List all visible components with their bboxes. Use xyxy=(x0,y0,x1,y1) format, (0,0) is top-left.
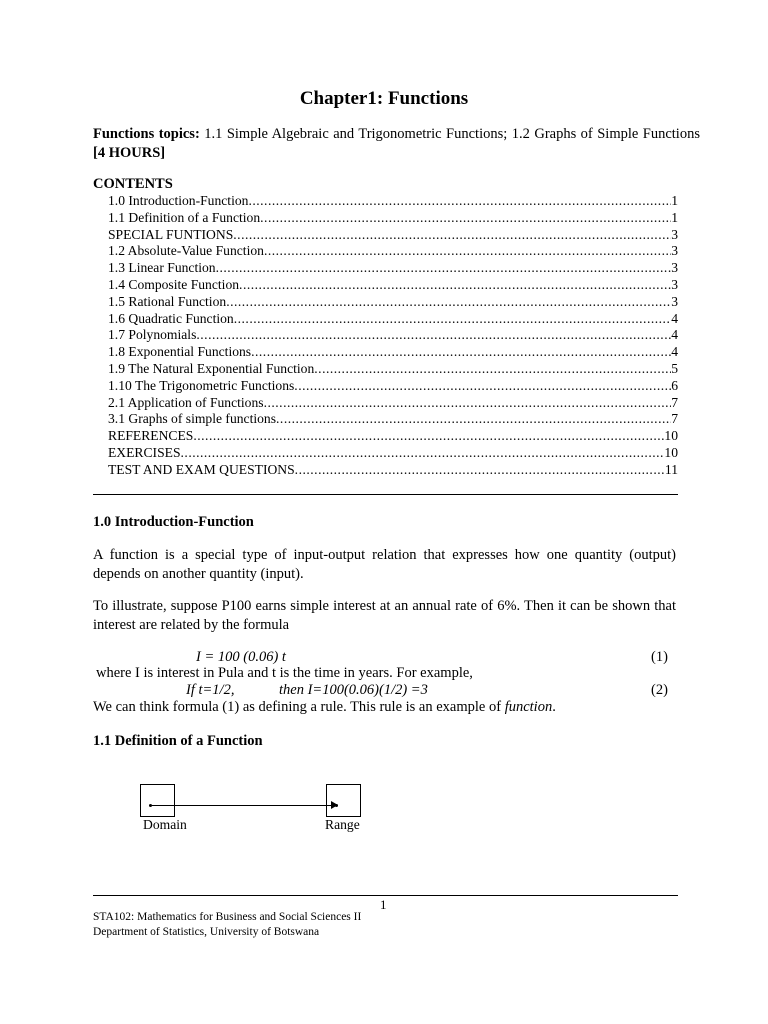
rule-paragraph: We can think formula (1) as defining a rule. This rule is an example of function. xyxy=(93,699,556,715)
toc-entry-label: 1.8 Exponential Functions xyxy=(108,344,252,360)
toc-entry-page: 1 xyxy=(671,193,678,208)
toc-entry-label: 1.3 Linear Function xyxy=(108,260,216,276)
toc-entry[interactable] xyxy=(108,395,678,412)
toc-entry[interactable] xyxy=(108,344,678,361)
formula-1: I = 100 (0.06) t xyxy=(196,649,286,665)
toc-leader-dots xyxy=(216,260,672,277)
toc-entry-page: 1 xyxy=(671,209,678,225)
toc-leader-dots xyxy=(196,327,671,344)
formula-1-number: (1) xyxy=(651,649,668,665)
toc-entry-label: EXERCISES xyxy=(108,444,181,460)
toc-entry-label: REFERENCES xyxy=(108,428,194,444)
formula-2-number: (2) xyxy=(651,682,668,698)
chapter-title: Chapter1: Functions xyxy=(299,88,469,109)
topics-paragraph xyxy=(93,125,700,163)
contents-heading: CONTENTS xyxy=(93,176,173,192)
toc-entry[interactable] xyxy=(108,243,678,260)
toc-entry-label: 1.2 Absolute-Value Function xyxy=(108,243,264,259)
toc-entry-label: 3.1 Graphs of simple functions xyxy=(108,411,277,427)
toc-entry[interactable] xyxy=(108,428,678,445)
toc-entry[interactable] xyxy=(108,462,678,479)
toc-entry[interactable] xyxy=(108,411,678,428)
page-number: 1 xyxy=(380,897,387,912)
toc-entry[interactable] xyxy=(108,361,678,378)
toc-entry-page: 10 xyxy=(664,444,678,460)
toc-entry-label: 1.4 Composite Function xyxy=(108,276,240,292)
toc-entry[interactable] xyxy=(108,227,678,244)
toc-entry[interactable] xyxy=(108,378,678,395)
toc-entry-label: 1.7 Polynomials xyxy=(108,327,197,343)
topics-hours: [4 HOURS] xyxy=(93,145,166,161)
mapping-arrow xyxy=(152,805,334,806)
toc-leader-dots xyxy=(239,277,671,294)
table-of-contents xyxy=(108,193,678,479)
toc-entry[interactable] xyxy=(108,193,678,210)
toc-leader-dots xyxy=(181,445,665,462)
toc-leader-dots xyxy=(193,428,664,445)
toc-entry-page: 10 xyxy=(664,428,678,444)
topics-text: 1.1 Simple Algebraic and Trigonometric Functions; 1.2 Graphs of Simple Functions xyxy=(199,126,700,142)
domain-label: Domain xyxy=(143,817,187,832)
illustration-paragraph: To illustrate, suppose P100 earns simple interest at an annual rate of 6%. Then it can be shown that interest are related by the formula xyxy=(93,598,676,633)
toc-entry[interactable] xyxy=(108,327,678,344)
section-heading-definition: 1.1 Definition of a Function xyxy=(93,733,263,749)
toc-leader-dots xyxy=(226,294,671,311)
toc-leader-dots xyxy=(260,210,671,227)
toc-entry-label: 2.1 Application of Functions xyxy=(108,394,264,410)
toc-entry-page: 4 xyxy=(671,344,678,360)
intro-paragraph: A function is a special type of input-output relation that expresses how one quantity (output) depends on another quantity (input). xyxy=(93,547,676,582)
toc-entry-label: SPECIAL FUNTIONS xyxy=(108,226,234,242)
range-label: Range xyxy=(325,817,360,832)
footer-department: Department of Statistics, University of Botswana xyxy=(93,926,320,938)
domain-box xyxy=(140,784,175,817)
toc-entry-page: 3 xyxy=(671,293,678,309)
toc-entry-page: 6 xyxy=(671,377,678,393)
toc-entry[interactable] xyxy=(108,277,678,294)
toc-entry-label: 1.5 Rational Function xyxy=(108,293,227,309)
toc-leader-dots xyxy=(248,193,671,210)
toc-entry[interactable] xyxy=(108,311,678,328)
toc-entry-label: 1.10 The Trigonometric Functions xyxy=(108,377,295,393)
toc-entry-label: 1.6 Quadratic Function xyxy=(108,310,234,326)
toc-entry-page: 7 xyxy=(671,394,678,410)
toc-entry-page: 4 xyxy=(671,327,678,343)
toc-entry-page: 11 xyxy=(664,461,678,477)
section-heading-introduction: 1.0 Introduction-Function xyxy=(93,514,254,530)
toc-entry-label: TEST AND EXAM QUESTIONS xyxy=(108,461,295,477)
toc-leader-dots xyxy=(264,395,672,412)
toc-entry-page: 5 xyxy=(671,360,678,376)
toc-entry-label: 1.9 The Natural Exponential Function xyxy=(108,360,315,376)
function-emphasis: function xyxy=(504,699,553,715)
toc-entry-label: 1.0 Introduction-Function xyxy=(108,193,249,208)
horizontal-rule xyxy=(93,494,678,495)
toc-leader-dots xyxy=(251,344,671,361)
footer-rule xyxy=(93,895,678,896)
toc-leader-dots xyxy=(264,243,671,260)
toc-entry-page: 3 xyxy=(671,260,678,276)
toc-entry[interactable] xyxy=(108,260,678,277)
topics-label: Functions topics: xyxy=(93,126,200,142)
arrow-head-icon xyxy=(331,801,338,809)
toc-entry-page: 3 xyxy=(671,276,678,292)
toc-entry[interactable] xyxy=(108,294,678,311)
toc-leader-dots xyxy=(276,411,671,428)
toc-entry[interactable] xyxy=(108,445,678,462)
toc-entry-page: 7 xyxy=(671,411,678,427)
footer-course: STA102: Mathematics for Business and Social Sciences II xyxy=(93,911,362,923)
toc-entry-page: 3 xyxy=(671,226,678,242)
formula-2: then I=100(0.06)(1/2) =3 xyxy=(279,682,428,698)
toc-entry-label: 1.1 Definition of a Function xyxy=(108,209,261,225)
toc-leader-dots xyxy=(314,361,671,378)
toc-entry-page: 4 xyxy=(671,310,678,326)
where-text: where I is interest in Pula and t is the time in years. For example, xyxy=(96,665,473,681)
toc-entry[interactable] xyxy=(108,210,678,227)
toc-leader-dots xyxy=(295,462,665,479)
toc-leader-dots xyxy=(294,378,671,395)
toc-leader-dots xyxy=(234,311,671,328)
toc-leader-dots xyxy=(233,227,671,244)
toc-entry-page: 3 xyxy=(671,243,678,259)
formula-2-condition: If t=1/2, xyxy=(186,682,235,698)
